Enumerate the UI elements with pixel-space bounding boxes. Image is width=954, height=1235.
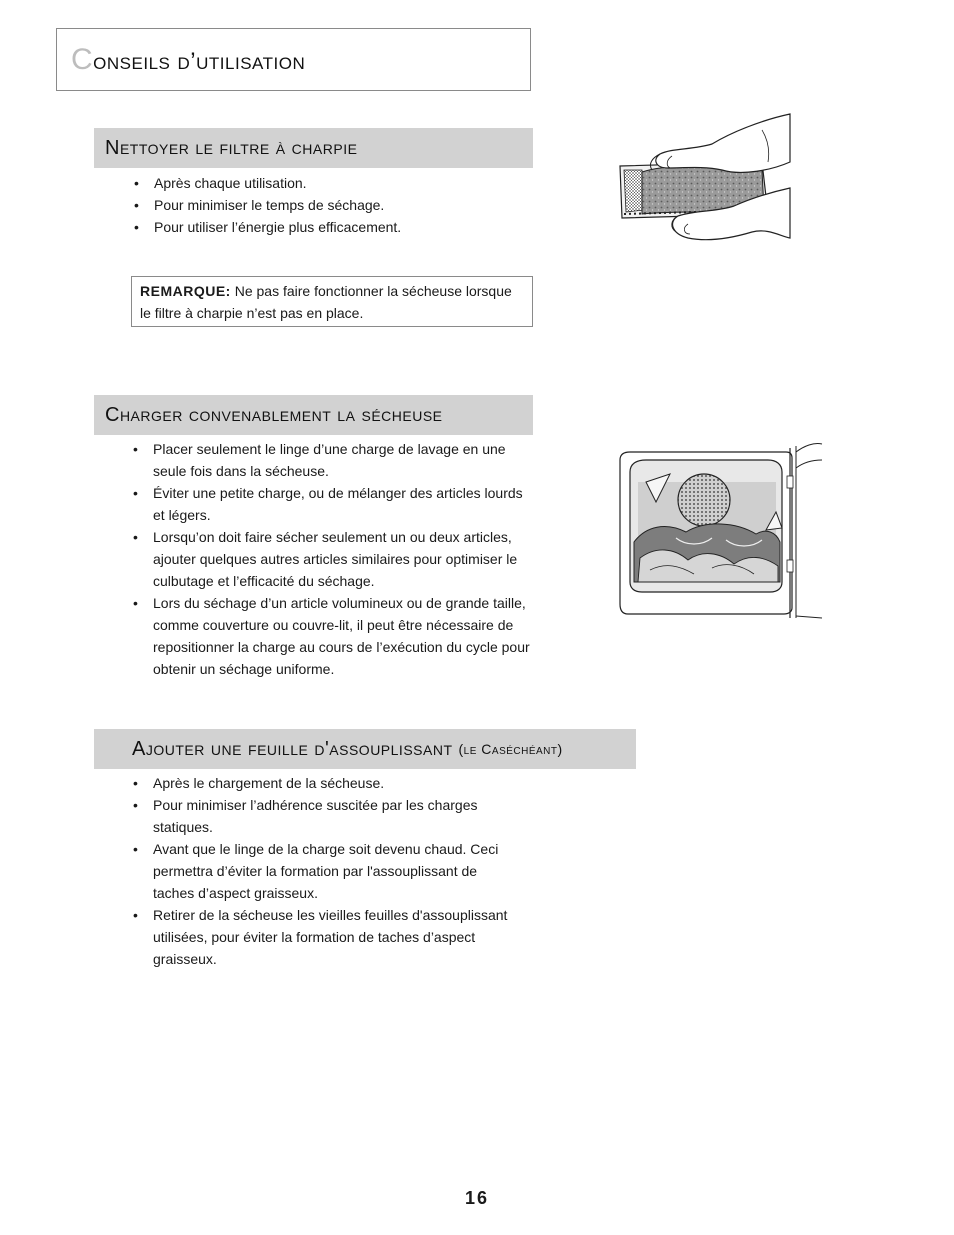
section-heading-softener [94, 729, 636, 769]
list-item: • Avant que le linge de la charge soit devenu chaud. Ceci permettra d’éviter la formation par l'assouplissant de taches d’aspect graisseux. [131, 838, 521, 904]
softener-list [131, 772, 521, 970]
list-item: • Pour utiliser l’énergie plus efficacement. [132, 216, 532, 238]
list-item: • Lorsqu’on doit faire sécher seulement un ou deux articles, ajouter quelques autres articles similaires pour optimiser le culbutage et l’efficacité du séchage. [131, 526, 533, 592]
page-title-box [56, 28, 531, 91]
lint-filter-list [132, 172, 532, 238]
section-heading-text: Ajouter une feuille d'assouplissant [132, 737, 453, 760]
page-title-initial: C [71, 43, 94, 76]
note-text: Ne pas faire fonctionner la sécheuse lorsque le filtre à charpie n’est pas en place. [140, 283, 512, 321]
list-item: • Lors du séchage d’un article volumineux ou de grande taille, comme couverture ou couvre-lit, il peut être nécessaire de repositionner la charge au cours de l’exécution du cycle pour obtenir un séchage uniforme. [131, 592, 533, 680]
dryer-drum-illustration [616, 442, 824, 622]
page-number: 16 [464, 1188, 490, 1208]
list-item: • Après chaque utilisation. [132, 172, 532, 194]
section-heading-loading [94, 395, 533, 435]
section-heading-lint-filter [94, 128, 533, 168]
list-item: • Pour minimiser l’adhérence suscitée par les charges statiques. [131, 794, 521, 838]
page-title-rest: onseils d’utilisation [93, 48, 306, 75]
list-item: • Éviter une petite charge, ou de mélanger des articles lourds et légers. [131, 482, 533, 526]
loading-list [131, 438, 533, 680]
list-item: • Placer seulement le linge d’une charge de lavage en une seule fois dans la sécheuse. [131, 438, 533, 482]
section-heading-qualifier: (le Caséchéant) [458, 741, 563, 757]
note-box [131, 276, 533, 327]
note-label: REMARQUE: [140, 283, 231, 299]
lint-filter-illustration [612, 110, 794, 250]
list-item: • Retirer de la sécheuse les vieilles feuilles d'assouplissant utilisées, pour éviter la formation de taches d’aspect graisseux. [131, 904, 521, 970]
list-item: • Après le chargement de la sécheuse. [131, 772, 521, 794]
section-heading-text: Charger convenablement la sécheuse [105, 403, 443, 426]
section-heading-text: Nettoyer le filtre à charpie [105, 136, 358, 159]
list-item: • Pour minimiser le temps de séchage. [132, 194, 532, 216]
page-title [71, 43, 305, 77]
